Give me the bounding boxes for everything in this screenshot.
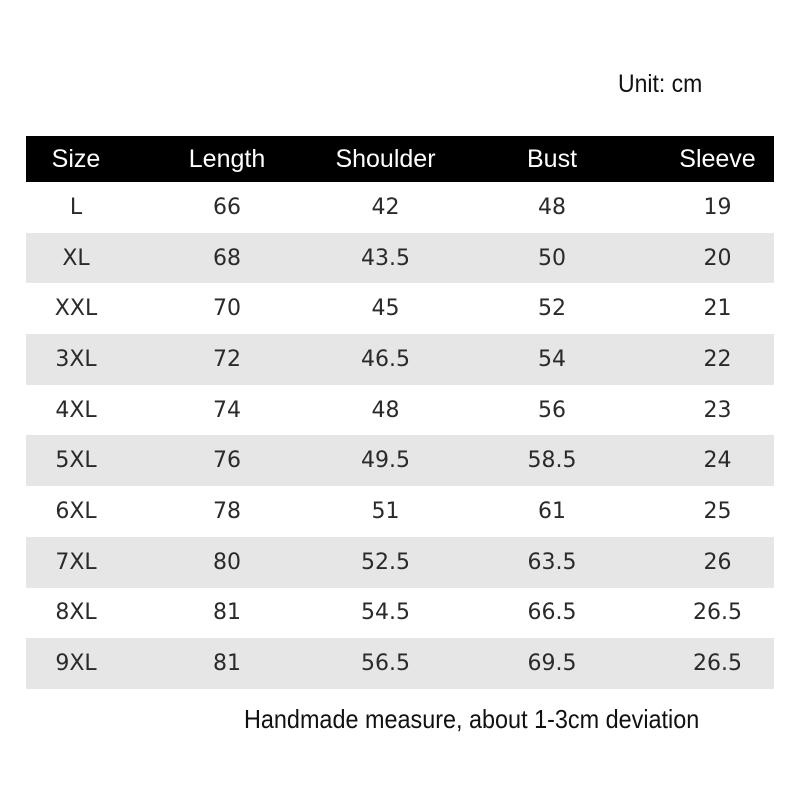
table-row <box>26 233 774 284</box>
cell-bust: 52 <box>443 283 661 334</box>
cell-sleeve: 23 <box>661 385 774 436</box>
header-bust: Bust <box>443 136 661 182</box>
header-length: Length <box>126 136 328 182</box>
cell-shoulder: 51 <box>328 486 443 537</box>
cell-length: 72 <box>126 334 328 385</box>
unit-label: Unit: cm <box>618 70 703 98</box>
cell-sleeve: 26.5 <box>661 588 774 639</box>
table-row <box>26 435 774 486</box>
cell-sleeve: 22 <box>661 334 774 385</box>
cell-shoulder: 46.5 <box>328 334 443 385</box>
table-row <box>26 182 774 233</box>
table-row <box>26 283 774 334</box>
cell-bust: 63.5 <box>443 537 661 588</box>
cell-size: 4XL <box>26 385 126 436</box>
cell-size: XL <box>26 233 126 284</box>
cell-sleeve: 26 <box>661 537 774 588</box>
cell-size: XXL <box>26 283 126 334</box>
cell-length: 68 <box>126 233 328 284</box>
cell-bust: 58.5 <box>443 435 661 486</box>
cell-size: 5XL <box>26 435 126 486</box>
cell-shoulder: 42 <box>328 182 443 233</box>
measurement-deviation-note: Handmade measure, about 1-3cm deviation <box>244 704 700 734</box>
cell-sleeve: 26.5 <box>661 638 774 689</box>
header-sleeve: Sleeve <box>661 136 774 182</box>
cell-length: 74 <box>126 385 328 436</box>
cell-length: 81 <box>126 638 328 689</box>
cell-length: 70 <box>126 283 328 334</box>
cell-bust: 69.5 <box>443 638 661 689</box>
cell-sleeve: 24 <box>661 435 774 486</box>
cell-bust: 56 <box>443 385 661 436</box>
cell-shoulder: 56.5 <box>328 638 443 689</box>
cell-length: 66 <box>126 182 328 233</box>
cell-length: 78 <box>126 486 328 537</box>
cell-bust: 66.5 <box>443 588 661 639</box>
table-row <box>26 486 774 537</box>
cell-bust: 61 <box>443 486 661 537</box>
cell-shoulder: 49.5 <box>328 435 443 486</box>
size-chart-table <box>26 136 774 689</box>
table-row <box>26 588 774 639</box>
cell-length: 80 <box>126 537 328 588</box>
cell-length: 76 <box>126 435 328 486</box>
table-row <box>26 385 774 436</box>
table-row <box>26 537 774 588</box>
header-shoulder: Shoulder <box>328 136 443 182</box>
cell-shoulder: 54.5 <box>328 588 443 639</box>
header-size: Size <box>26 136 126 182</box>
cell-size: 9XL <box>26 638 126 689</box>
cell-size: 3XL <box>26 334 126 385</box>
cell-bust: 50 <box>443 233 661 284</box>
cell-bust: 48 <box>443 182 661 233</box>
cell-size: 7XL <box>26 537 126 588</box>
table-row <box>26 638 774 689</box>
cell-shoulder: 43.5 <box>328 233 443 284</box>
cell-length: 81 <box>126 588 328 639</box>
cell-sleeve: 21 <box>661 283 774 334</box>
cell-sleeve: 20 <box>661 233 774 284</box>
cell-bust: 54 <box>443 334 661 385</box>
cell-shoulder: 48 <box>328 385 443 436</box>
cell-shoulder: 52.5 <box>328 537 443 588</box>
table-header-row <box>26 136 774 182</box>
table-row <box>26 334 774 385</box>
cell-size: 6XL <box>26 486 126 537</box>
cell-sleeve: 19 <box>661 182 774 233</box>
cell-shoulder: 45 <box>328 283 443 334</box>
cell-size: L <box>26 182 126 233</box>
cell-sleeve: 25 <box>661 486 774 537</box>
cell-size: 8XL <box>26 588 126 639</box>
